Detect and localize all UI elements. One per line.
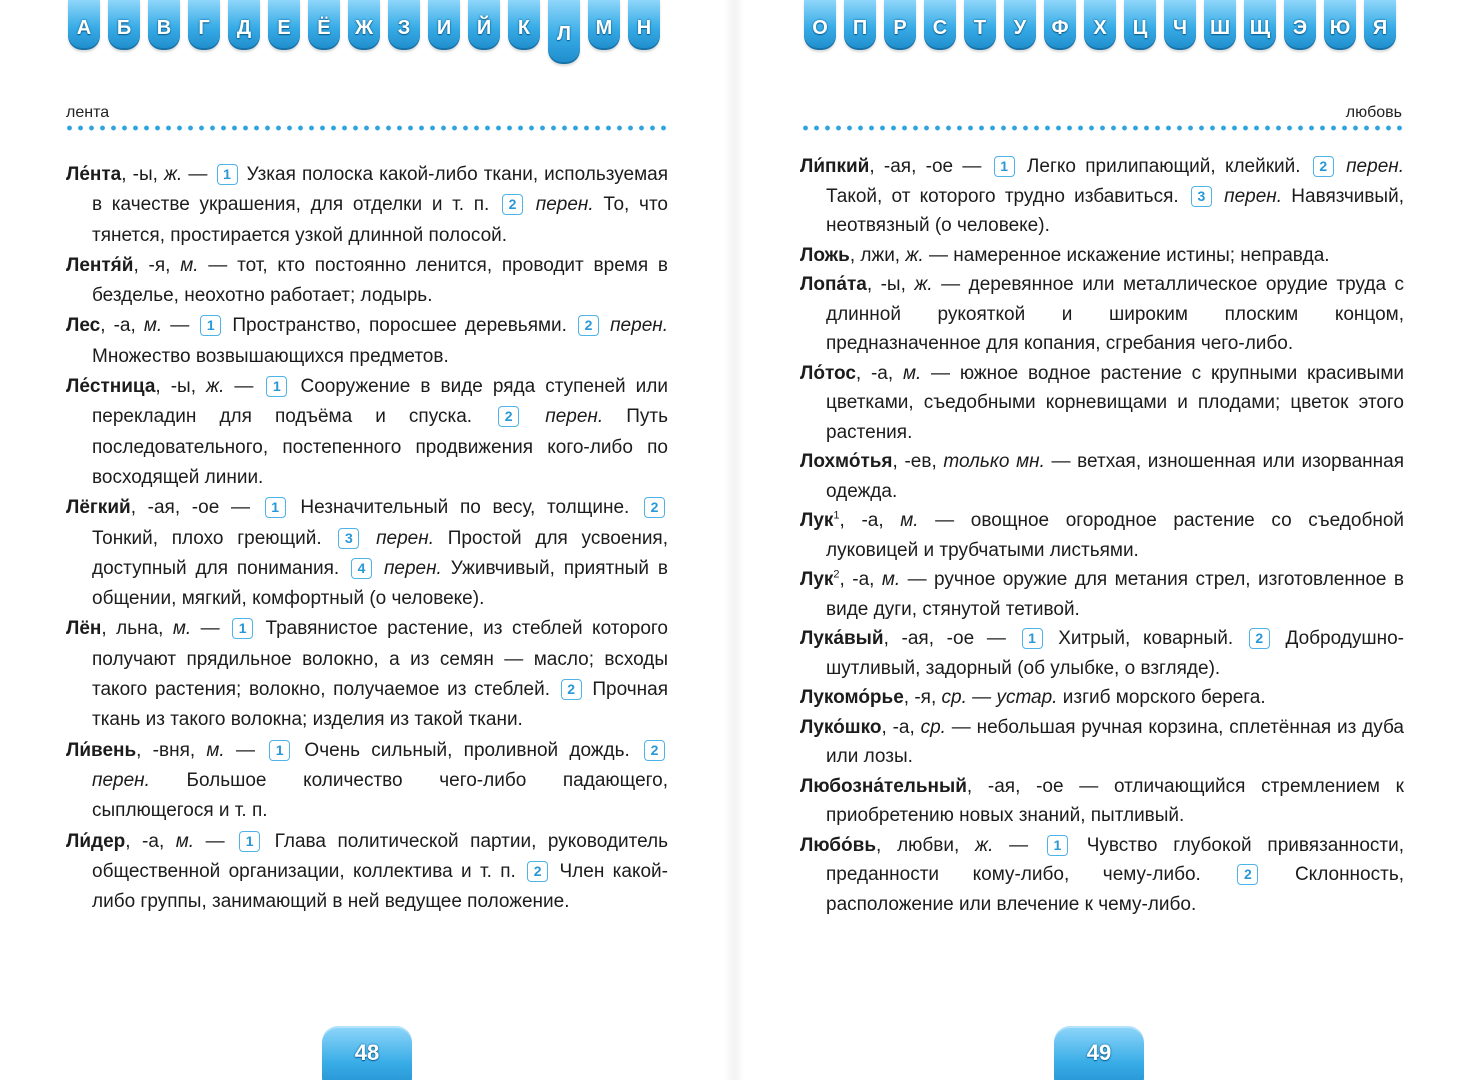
definition-text: Прочная ткань из такого волокна; изделия из такой ткани.	[92, 679, 668, 731]
grammar-forms: , -ев,	[892, 451, 944, 472]
definition-text: — южное водное растение с крупными красивыми цветками, съедобными корневищами и плодами; цветок этого растения.	[826, 362, 1404, 443]
letter-tab[interactable]: К	[508, 0, 540, 50]
grammar-forms: , лжи,	[849, 244, 906, 266]
sense-number-badge: 1	[200, 315, 221, 336]
letter-tab[interactable]: Х	[1084, 0, 1116, 50]
letter-tab[interactable]: О	[804, 0, 836, 50]
definition-text: Сооружение в виде ряда ступеней или перекладин для подъёма и спуска.	[92, 376, 668, 428]
sense-number-badge: 2	[527, 861, 548, 882]
dictionary-entry	[66, 493, 668, 614]
definition-text: —	[191, 618, 230, 640]
letter-tab[interactable]: С	[924, 0, 956, 50]
definition-text: Пространство, поросшее деревьями.	[224, 315, 576, 337]
letter-tab[interactable]: Л	[548, 0, 580, 64]
grammar-forms: , льна,	[101, 618, 173, 640]
usage-label: перен.	[526, 194, 594, 216]
sense-number-badge: 2	[578, 315, 599, 336]
letter-tab[interactable]: Т	[964, 0, 996, 50]
sense-number-badge: 1	[239, 831, 260, 852]
definition-text: Травянистое растение, из стеблей которого получают прядильное волокно, а из семян — масло; всходы такого растения; волокно, получаемое из стеблей.	[92, 618, 668, 701]
part-of-speech: м.	[900, 510, 919, 531]
letter-tab[interactable]: Щ	[1244, 0, 1276, 50]
headword: Лёгкий	[66, 497, 131, 519]
sense-number-badge: 2	[498, 406, 519, 427]
sense-number-badge: 2	[644, 740, 665, 761]
usage-label: перен.	[362, 527, 434, 549]
usage-label: перен.	[92, 769, 150, 791]
sense-number-badge: 1	[994, 156, 1015, 177]
sense-number-badge: 1	[217, 164, 238, 185]
definition-text: —	[224, 376, 264, 398]
letter-tab[interactable]: Ж	[348, 0, 380, 50]
definition-text: — овощное огородное растение со съедобной луковицей и трубчатыми листьями.	[826, 510, 1404, 561]
definition-text: Множество возвышающихся предметов.	[92, 345, 449, 367]
definition-text: —	[219, 497, 262, 519]
headword: Лук	[800, 569, 834, 590]
headword: Ли́дер	[66, 830, 126, 852]
dictionary-entry	[800, 241, 1404, 271]
dictionary-entry	[66, 736, 668, 827]
definition-text: То, что тянется, простирается узкой длинной полосой.	[92, 194, 668, 246]
letter-tab[interactable]: Ф	[1044, 0, 1076, 50]
definition-text: Уживчивый, приятный в общении, мягкий, комфортный (о человеке).	[92, 557, 669, 610]
dictionary-entry	[800, 506, 1404, 565]
headword: Лук	[800, 510, 834, 531]
definition-text: Очень сильный, проливной дождь.	[293, 739, 641, 761]
letter-tab[interactable]: Э	[1284, 0, 1316, 50]
homonym-index: 1	[833, 509, 840, 522]
definition-text: — намеренное искажение истины; неправда.	[923, 244, 1330, 266]
grammar-forms: , -я,	[133, 254, 181, 276]
sense-number-badge: 2	[502, 194, 523, 215]
headword: Ли́вень	[66, 739, 137, 761]
grammar-forms: , любви,	[876, 834, 976, 856]
headword: Ле́нта	[66, 164, 122, 185]
definition-text: Тонкий, плохо греющий.	[92, 527, 336, 549]
part-of-speech: ж.	[206, 376, 225, 398]
headword: Ложь	[800, 244, 850, 266]
part-of-speech: м.	[172, 618, 192, 640]
homonym-index: 2	[833, 568, 840, 581]
usage-label: перен.	[375, 557, 442, 579]
dictionary-entry	[66, 372, 668, 493]
letter-tab[interactable]: Р	[884, 0, 916, 50]
letter-tab[interactable]: Ё	[308, 0, 340, 50]
usage-label: перен.	[522, 406, 604, 428]
definition-text: —	[974, 628, 1019, 649]
definition-text: —	[162, 315, 198, 337]
definition-text: —	[182, 164, 214, 185]
right-page	[734, 0, 1468, 1080]
letter-tab[interactable]: Й	[468, 0, 500, 50]
headword: Луко́шко	[800, 716, 882, 738]
letter-tab[interactable]: З	[388, 0, 420, 50]
letter-tab[interactable]: Н	[628, 0, 660, 50]
dictionary-entry	[66, 614, 668, 735]
dictionary-entry	[800, 683, 1404, 713]
definition-text: Склонность, расположение или влечение к чему-либо.	[826, 864, 1404, 915]
dictionary-entry	[66, 827, 668, 918]
definition-text: Узкая полоска какой-либо ткани, используемая в качестве украшения, для отделки и т. п.	[92, 164, 668, 216]
dotted-divider-right	[800, 124, 1402, 132]
definition-text: Чувство глубокой привязанности, преданности кому-либо, чему-либо.	[826, 834, 1404, 885]
running-head-left: лента	[66, 104, 110, 121]
dictionary-entry	[800, 713, 1404, 772]
definition-text: Хитрый, коварный.	[1045, 628, 1246, 649]
definition-text: —	[953, 156, 991, 177]
dictionary-entry	[800, 270, 1404, 359]
letter-tab[interactable]: Г	[188, 0, 220, 50]
definition-text: изгиб морского берега.	[1057, 687, 1266, 708]
definition-text: Простой для усвоения, доступный для понимания.	[92, 527, 669, 579]
definition-text: — тот, кто постоянно ленится, проводит время в безделье, неохотно работает; лодырь.	[92, 254, 668, 307]
sense-number-badge: 4	[351, 558, 372, 579]
entries-left	[66, 160, 668, 917]
usage-label: перен.	[1336, 156, 1404, 177]
grammar-forms: , -а,	[855, 362, 903, 384]
headword: Ле́стница	[66, 376, 156, 398]
part-of-speech: м.	[206, 739, 225, 761]
sense-number-badge: 3	[338, 528, 359, 549]
headword: Любозна́тельный	[800, 775, 967, 797]
headword: Ло́тос	[800, 362, 856, 384]
letter-tab[interactable]: М	[588, 0, 620, 50]
grammar-forms: , -вня,	[136, 739, 207, 761]
dictionary-entry	[66, 311, 668, 372]
grammar-forms: , -ая, -ое	[130, 497, 220, 519]
grammar-forms: , -я,	[903, 687, 942, 708]
definition-text: Большое количество чего-либо падающего, сыплющегося и т. п.	[92, 769, 668, 822]
sense-number-badge: 2	[1249, 628, 1270, 649]
sense-number-badge: 1	[266, 376, 287, 397]
part-of-speech: м.	[902, 362, 922, 384]
letter-tab[interactable]: А	[68, 0, 100, 50]
part-of-speech: м.	[180, 254, 199, 276]
usage-label: устар.	[996, 687, 1058, 708]
letter-tab[interactable]: Ч	[1164, 0, 1196, 50]
grammar-forms: , -ая, -ое	[883, 628, 975, 649]
sense-number-badge: 2	[1237, 864, 1258, 885]
grammar-forms: , -ы,	[155, 376, 207, 398]
definition-text: Глава политической партии, руководитель общественной организации, коллектива и т. п.	[92, 830, 668, 882]
letter-tab[interactable]: И	[428, 0, 460, 50]
running-head-right: любовь	[1345, 104, 1402, 121]
grammar-forms: , -ы,	[121, 164, 164, 185]
part-of-speech: ж.	[914, 274, 933, 295]
headword: Лохмо́тья	[800, 451, 893, 472]
definition-text: — ветхая, изношенная или изорванная одежда.	[826, 451, 1405, 502]
definition-text: — деревянное или металлическое орудие труда с длинной рукояткой и широким плоским концом, предназначенное для копания, сгребания чего-либо.	[826, 274, 1404, 354]
letter-tab[interactable]: Ц	[1124, 0, 1156, 50]
sense-number-badge: 3	[1191, 186, 1212, 207]
headword: Лес	[66, 315, 101, 337]
part-of-speech: ср.	[920, 716, 946, 738]
grammar-forms: , -ая, -ое	[869, 156, 954, 177]
definition-text: —	[194, 830, 237, 852]
part-of-speech: только мн.	[943, 451, 1045, 472]
letter-tab[interactable]: Б	[108, 0, 140, 50]
headword: Лопа́та	[800, 274, 867, 295]
letter-tab[interactable]: У	[1004, 0, 1036, 50]
usage-label: перен.	[602, 315, 668, 337]
letter-tab[interactable]: Ю	[1324, 0, 1356, 50]
entries-right	[800, 152, 1404, 919]
dictionary-entry	[800, 152, 1404, 241]
part-of-speech: м.	[881, 569, 901, 590]
headword: Лука́вый	[800, 628, 884, 649]
definition-text: Путь последовательного, постепенного продвижения кого-либо по восходящей линии.	[92, 406, 668, 488]
grammar-forms: , -ы,	[866, 274, 915, 295]
sense-number-badge: 2	[1313, 156, 1334, 177]
part-of-speech: ж.	[905, 244, 924, 266]
part-of-speech: ж.	[975, 834, 994, 856]
dictionary-entry	[800, 359, 1404, 448]
definition-text: Навязчивый, неотвязный (о человеке).	[826, 185, 1404, 236]
headword: Любо́вь	[800, 834, 877, 856]
letter-tab[interactable]: Ш	[1204, 0, 1236, 50]
definition-text: —	[993, 834, 1044, 856]
grammar-forms: , -а,	[881, 716, 921, 738]
dictionary-entry	[800, 447, 1404, 506]
definition-text: — отличающийся стремлением к приобретению новых знаний, пытливый.	[826, 775, 1404, 826]
headword: Лён	[66, 618, 102, 640]
part-of-speech: м.	[143, 315, 163, 337]
definition-text: —	[224, 739, 267, 761]
dictionary-entry	[800, 831, 1404, 920]
sense-number-badge: 2	[561, 679, 582, 700]
sense-number-badge: 1	[232, 618, 253, 639]
dictionary-entry	[800, 772, 1404, 831]
grammar-forms: , -а,	[839, 510, 901, 531]
headword: Ли́пкий	[800, 156, 870, 177]
grammar-forms: , -ая, -ое	[966, 775, 1064, 797]
dictionary-entry	[66, 160, 668, 251]
definition-text: — небольшая ручная корзина, сплетённая из дуба или лозы.	[826, 716, 1404, 767]
definition-text: Член какой-либо группы, занимающий в ней ведущее положение.	[92, 860, 668, 913]
sense-number-badge: 1	[1022, 628, 1043, 649]
definition-text: — ручное оружие для метания стрел, изготовленное в виде дуги, стянутой тетивой.	[826, 569, 1404, 620]
definition-text: Такой, от которого трудно избавиться.	[826, 185, 1188, 207]
letter-tab[interactable]: Е	[268, 0, 300, 50]
sense-number-badge: 2	[644, 497, 665, 518]
letter-tab[interactable]: В	[148, 0, 180, 50]
letter-tab[interactable]: Я	[1364, 0, 1396, 50]
grammar-forms: , -а,	[125, 830, 176, 852]
definition-text: Добродушно-шутливый, задорный (об улыбке, о взгляде).	[826, 628, 1404, 679]
part-of-speech: м.	[175, 830, 195, 852]
headword: Лентя́й	[66, 254, 134, 276]
part-of-speech: ж.	[163, 164, 183, 185]
grammar-forms: , -а,	[100, 315, 144, 337]
grammar-forms: , -а,	[839, 569, 882, 590]
sense-number-badge: 1	[269, 740, 290, 761]
dictionary-entry	[800, 624, 1404, 683]
page-number-right: 49	[1054, 1026, 1144, 1080]
definition-text: Незначительный по весу, толщине.	[288, 497, 642, 519]
sense-number-badge: 1	[1047, 835, 1068, 856]
dotted-divider-left	[64, 124, 670, 132]
dictionary-entry	[800, 565, 1404, 624]
definition-text: —	[966, 687, 997, 708]
alphabet-tabs-right	[804, 0, 1396, 50]
letter-tab[interactable]: П	[844, 0, 876, 50]
sense-number-badge: 1	[265, 497, 286, 518]
dictionary-entry	[66, 251, 668, 312]
letter-tab[interactable]: Д	[228, 0, 260, 50]
page-number-left: 48	[322, 1026, 412, 1080]
alphabet-tabs-left	[68, 0, 660, 64]
usage-label: перен.	[1214, 185, 1283, 207]
definition-text: Легко прилипающий, клейкий.	[1017, 156, 1310, 177]
headword: Лукомо́рье	[800, 687, 904, 708]
part-of-speech: ср.	[941, 687, 967, 708]
